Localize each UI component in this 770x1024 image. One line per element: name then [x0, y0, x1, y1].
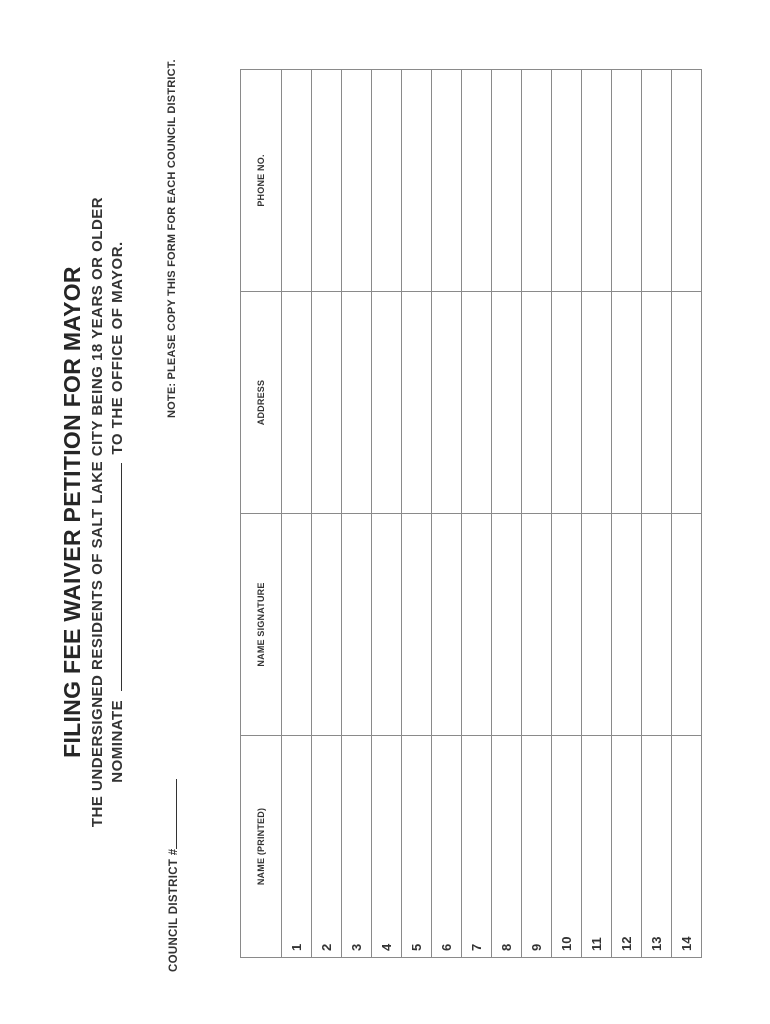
table-row: [612, 70, 642, 958]
table-row: [462, 70, 492, 958]
phone-cell[interactable]: [522, 70, 552, 292]
table-header-row: [241, 70, 282, 958]
row-number: 1: [289, 943, 304, 951]
table-row: [342, 70, 372, 958]
row-number: 3: [349, 943, 364, 951]
name-printed-cell[interactable]: [372, 736, 402, 958]
address-cell[interactable]: [462, 292, 492, 514]
name-signature-cell[interactable]: [582, 514, 612, 736]
address-cell[interactable]: [342, 292, 372, 514]
table-row: [582, 70, 612, 958]
name-signature-cell[interactable]: [342, 514, 372, 736]
table-row: [522, 70, 552, 958]
address-cell[interactable]: [582, 292, 612, 514]
table-row: [432, 70, 462, 958]
name-printed-cell[interactable]: [282, 736, 312, 958]
phone-cell[interactable]: [372, 70, 402, 292]
name-printed-cell[interactable]: [462, 736, 492, 958]
address-cell[interactable]: [402, 292, 432, 514]
table-row: [642, 70, 672, 958]
name-printed-cell[interactable]: [342, 736, 372, 958]
phone-cell[interactable]: [432, 70, 462, 292]
phone-cell[interactable]: [672, 70, 702, 292]
copy-note: NOTE: PLEASE COPY THIS FORM FOR EACH COUNCIL DISTRICT.: [166, 59, 178, 418]
row-number: 7: [469, 943, 484, 951]
nominate-line: [109, 0, 126, 1024]
table-row: [672, 70, 702, 958]
council-district-blank-field[interactable]: [166, 779, 177, 849]
name-signature-cell[interactable]: [372, 514, 402, 736]
row-number: 14: [679, 936, 694, 951]
row-number: 4: [379, 943, 394, 951]
header-name-signature: NAME SIGNATURE: [241, 514, 282, 736]
row-number: 9: [529, 943, 544, 951]
name-printed-cell[interactable]: [402, 736, 432, 958]
address-cell[interactable]: [312, 292, 342, 514]
phone-cell[interactable]: [552, 70, 582, 292]
address-cell[interactable]: [552, 292, 582, 514]
name-signature-cell[interactable]: [672, 514, 702, 736]
header-address: ADDRESS: [241, 292, 282, 514]
row-number: 2: [319, 943, 334, 951]
name-signature-cell[interactable]: [282, 514, 312, 736]
row-number: 10: [559, 936, 574, 951]
address-cell[interactable]: [432, 292, 462, 514]
row-number: 13: [649, 936, 664, 951]
nominee-blank-field[interactable]: [109, 463, 122, 691]
council-district-label: COUNCIL DISTRICT #: [168, 848, 180, 972]
phone-cell[interactable]: [582, 70, 612, 292]
phone-cell[interactable]: [492, 70, 522, 292]
name-signature-cell[interactable]: [522, 514, 552, 736]
form-subtitle: THE UNDERSIGNED RESIDENTS OF SALT LAKE CITY BEING 18 YEARS OR OLDER: [89, 196, 106, 828]
phone-cell[interactable]: [402, 70, 432, 292]
signature-table: [240, 69, 702, 958]
table-row: [372, 70, 402, 958]
name-printed-cell[interactable]: [582, 736, 612, 958]
phone-cell[interactable]: [282, 70, 312, 292]
form-title: FILING FEE WAIVER PETITION FOR MAYOR: [59, 266, 85, 758]
header-phone: PHONE NO.: [241, 70, 282, 292]
row-number: 12: [619, 936, 634, 951]
address-cell[interactable]: [282, 292, 312, 514]
table-row: [402, 70, 432, 958]
row-number: 6: [439, 943, 454, 951]
council-district: [166, 779, 180, 972]
table-row: [492, 70, 522, 958]
name-signature-cell[interactable]: [462, 514, 492, 736]
phone-cell[interactable]: [342, 70, 372, 292]
address-cell[interactable]: [372, 292, 402, 514]
address-cell[interactable]: [642, 292, 672, 514]
name-signature-cell[interactable]: [492, 514, 522, 736]
table-row: [282, 70, 312, 958]
name-signature-cell[interactable]: [642, 514, 672, 736]
nominate-prefix: NOMINATE: [109, 699, 126, 783]
row-number: 5: [409, 943, 424, 951]
table-row: [552, 70, 582, 958]
address-cell[interactable]: [492, 292, 522, 514]
address-cell[interactable]: [522, 292, 552, 514]
name-signature-cell[interactable]: [612, 514, 642, 736]
name-printed-cell[interactable]: [672, 736, 702, 958]
address-cell[interactable]: [612, 292, 642, 514]
name-printed-cell[interactable]: [522, 736, 552, 958]
name-signature-cell[interactable]: [432, 514, 462, 736]
name-printed-cell[interactable]: [552, 736, 582, 958]
phone-cell[interactable]: [612, 70, 642, 292]
table-row: [312, 70, 342, 958]
name-signature-cell[interactable]: [312, 514, 342, 736]
phone-cell[interactable]: [642, 70, 672, 292]
header-name-printed: NAME (PRINTED): [241, 736, 282, 958]
nominate-suffix: TO THE OFFICE OF MAYOR.: [109, 241, 126, 455]
name-printed-cell[interactable]: [492, 736, 522, 958]
phone-cell[interactable]: [312, 70, 342, 292]
name-printed-cell[interactable]: [642, 736, 672, 958]
name-printed-cell[interactable]: [312, 736, 342, 958]
name-printed-cell[interactable]: [432, 736, 462, 958]
name-signature-cell[interactable]: [402, 514, 432, 736]
phone-cell[interactable]: [462, 70, 492, 292]
name-signature-cell[interactable]: [552, 514, 582, 736]
row-number: 11: [589, 937, 604, 951]
row-number: 8: [499, 943, 514, 951]
address-cell[interactable]: [672, 292, 702, 514]
name-printed-cell[interactable]: [612, 736, 642, 958]
